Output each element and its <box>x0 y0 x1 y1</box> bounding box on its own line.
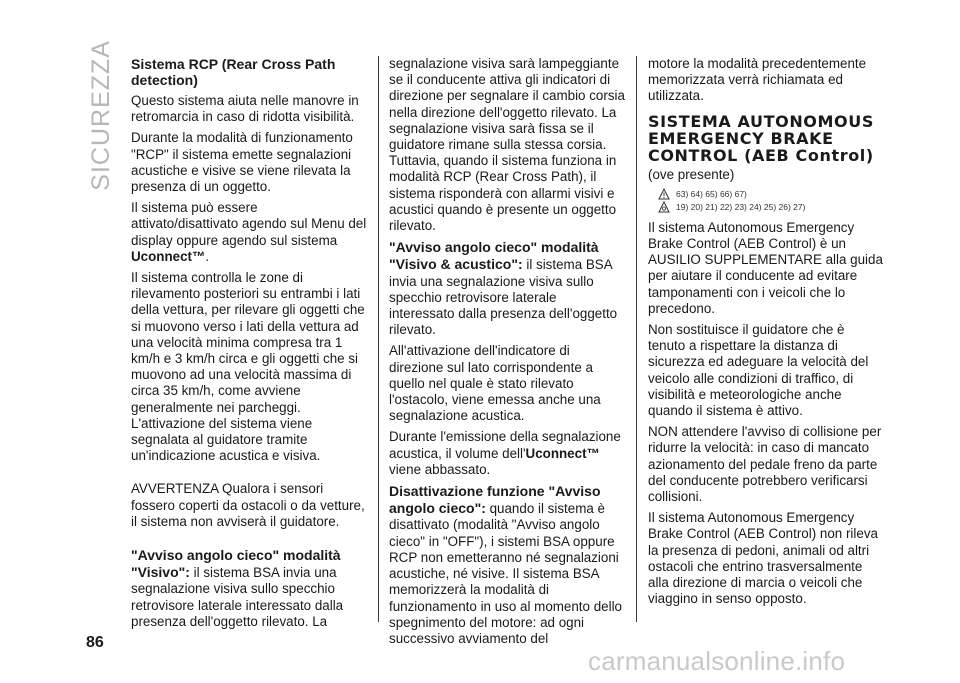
paragraph-text: il sistema BSA invia una segnalazione visiva sullo specchio retrovisore laterale interessato dalla presenza dell'oggetto rilevato. La <box>131 565 344 629</box>
paragraph: Il sistema Autonomous Emergency Brake Control (AEB Control) è un AUSILIO SUPPLEMENTARE alla guida per aiutare il conducente ad evitare tamponamenti con i veicoli che lo precedono. <box>648 219 883 316</box>
subheading: Disattivazione funzione "Avviso angolo cieco": <box>389 483 601 517</box>
paragraph-text: quando il sistema è disattivato (modalità "Avviso angolo cieco" in "OFF"), i sistemi BSA oppure RCP non emetteranno né segnalazioni acustiche, né visive. Il sistema BSA memorizzerà la modalità di funzionamento in uso al momento dello spegnimento del motore: ad ogni successivo avviamento del <box>389 501 622 646</box>
column-right <box>648 56 884 612</box>
section-tab <box>84 40 118 190</box>
paragraph: Il sistema controlla le zone di rilevamento posteriori su entrambi i lati della vettura, per rilevare gli oggetti che si muovono verso i lati della vettura ad una velocità minima compresa tra 1 km/h e 3 km/h circa e gli oggetti che si muovono ad una velocità massima di circa 35 km/h, come avviene generalmente nei parcheggi. L'attivazione del sistema viene segnalata al guidatore tramite un'indicazione acustica e visiva. <box>131 270 365 464</box>
uconnect-term: Uconnect™ <box>525 445 600 461</box>
subheading: "Avviso angolo cieco" modalità "Visivo": <box>131 547 341 581</box>
paragraph <box>131 200 367 265</box>
paragraph-text: il sistema BSA invia una segnalazione visiva sullo specchio retrovisore laterale interessato dalla presenza dell'oggetto rilevato. <box>389 257 618 338</box>
paragraph: All'attivazione dell'indicatore di direzione sul lato corrispondente a quello nel quale è stato rilevato l'ostacolo, viene emessa anche una segnalazione acustica. <box>389 343 601 424</box>
paragraph-text: Durante l'emissione della segnalazione acustica, il volume dell' <box>389 429 621 461</box>
paragraph-text: Il sistema può essere attivato/disattivato agendo sul Menu del display oppure agendo sul sistema <box>131 200 367 248</box>
column-middle <box>389 56 625 652</box>
rcp-heading: Sistema RCP (Rear Cross Path detection) <box>131 56 336 88</box>
column-left <box>131 56 367 635</box>
watermark: carmanualsonline.info <box>588 646 846 676</box>
aeb-heading: SISTEMA AUTONOMOUS EMERGENCY BRAKE CONTROL (AEB Control) <box>648 111 874 165</box>
warning-codes-row <box>648 188 884 201</box>
paragraph <box>389 483 625 647</box>
caution-icon <box>658 201 670 213</box>
paragraph: motore la modalità precedentemente memorizzata verrà richiamata ed utilizzata. <box>648 56 867 104</box>
paragraph-text: . <box>205 248 210 264</box>
availability-note: (ove presente) <box>648 166 735 182</box>
caution-codes: 19) 20) 21) 22) 23) 24) 25) 26) 27) <box>676 201 806 212</box>
paragraph: Durante la modalità di funzionamento "RCP" il sistema emette segnalazioni acustiche e visive se viene rilevata la presenza di un oggetto. <box>131 130 353 195</box>
paragraph: NON attendere l'avviso di collisione per ridurre la velocità: in caso di mancato azionamento del pedale freno da parte del conducente potrebbero verificarsi collisioni. <box>648 424 882 505</box>
column-divider <box>378 56 379 622</box>
paragraph: segnalazione visiva sarà lampeggiante se il conducente attiva gli indicatori di direzione per segnalare il cambio corsia nella direzione dell'oggetto rilevato. La segnalazione visiva sarà fissa se il guidatore rimane sulla stessa corsia. Tuttavia, quando il sistema funziona in modalità RCP (Rear Cross Path), il sistema risponderà con allarmi visivi e acustici quando è presente un oggetto rilevato. <box>389 56 625 234</box>
reference-codes <box>648 188 884 214</box>
paragraph <box>389 239 625 338</box>
warning-note: AVVERTENZA Qualora i sensori fossero coperti da ostacoli o da vetture, il sistema non avviserà il guidatore. <box>131 481 365 529</box>
paragraph <box>389 429 625 478</box>
paragraph <box>131 547 367 630</box>
subheading: "Avviso angolo cieco" modalità "Visivo & acustico": <box>389 239 599 273</box>
paragraph: Il sistema Autonomous Emergency Brake Control (AEB Control) non rileva la presenza di pedoni, animali od altri ostacoli che entrino trasversalmente alla direzione di marcia o veicoli che viaggino in senso opposto. <box>648 510 878 607</box>
uconnect-term: Uconnect™ <box>131 248 206 264</box>
section-tab-label: SICUREZZA <box>86 40 115 191</box>
caution-codes-row <box>648 201 884 214</box>
column-divider <box>636 56 637 622</box>
paragraph-text: viene abbassato. <box>389 461 491 477</box>
paragraph: Non sostituisce il guidatore che è tenuto a rispettare la distanza di sicurezza ed adeguare la velocità del veicolo alle condizioni di traffico, di visibilità e meteorologiche anche quando il sistema è attivo. <box>648 322 869 419</box>
warning-icon <box>658 188 670 200</box>
page-number: 86 <box>86 634 104 651</box>
warning-codes: 63) 64) 65) 66) 67) <box>676 188 747 199</box>
paragraph: Questo sistema aiuta nelle manovre in retromarcia in caso di ridotta visibilità. <box>131 93 359 125</box>
